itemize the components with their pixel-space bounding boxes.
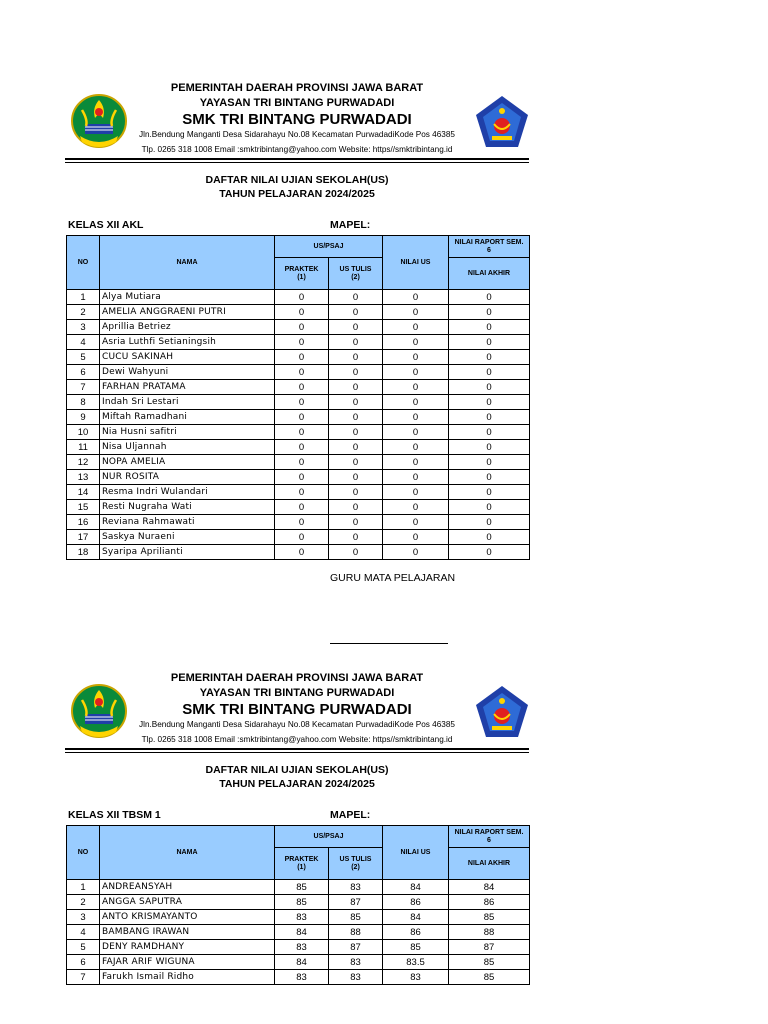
cell-nilai-us: 0 xyxy=(383,485,449,500)
cell-no: 15 xyxy=(67,500,100,515)
table-row xyxy=(67,305,530,320)
cell-nilai-us: 86 xyxy=(383,895,449,910)
cell-praktek: 0 xyxy=(275,365,329,380)
cell-nilai-us: 0 xyxy=(383,455,449,470)
table-row xyxy=(67,425,530,440)
cell-nama: Asria Luthfi Setianingsih xyxy=(100,335,275,350)
cell-nilai-akhir: 0 xyxy=(449,440,530,455)
praktek-label: PRAKTEK xyxy=(284,265,319,273)
cell-nilai-akhir: 0 xyxy=(449,335,530,350)
cell-nama: FAJAR ARIF WIGUNA xyxy=(100,955,275,970)
cell-nilai-us: 0 xyxy=(383,425,449,440)
cell-nilai-akhir: 0 xyxy=(449,365,530,380)
cell-us-tulis: 0 xyxy=(329,545,383,560)
us-tulis-num: (2) xyxy=(351,863,360,871)
us-tulis-label: US TULIS xyxy=(339,265,372,273)
cell-nama: NUR ROSITA xyxy=(100,470,275,485)
cell-no: 6 xyxy=(67,365,100,380)
grade-sheet-tbsm xyxy=(66,668,528,985)
cell-praktek: 0 xyxy=(275,320,329,335)
class-info xyxy=(66,219,528,233)
header-rule-thick xyxy=(65,748,529,750)
cell-nilai-akhir: 0 xyxy=(449,350,530,365)
cell-nilai-akhir: 0 xyxy=(449,395,530,410)
cell-nama: ANDREANSYAH xyxy=(100,880,275,895)
cell-nama: Farukh Ismail Ridho xyxy=(100,970,275,985)
cell-no: 7 xyxy=(67,380,100,395)
cell-nilai-us: 86 xyxy=(383,925,449,940)
cell-nilai-akhir: 0 xyxy=(449,290,530,305)
cell-us-tulis: 0 xyxy=(329,365,383,380)
cell-us-tulis: 0 xyxy=(329,395,383,410)
class-label: KELAS XII AKL xyxy=(68,219,144,231)
cell-nama: Reviana Rahmawati xyxy=(100,515,275,530)
academic-year: TAHUN PELAJARAN 2024/2025 xyxy=(219,778,375,790)
table-row xyxy=(67,500,530,515)
cell-us-tulis: 0 xyxy=(329,305,383,320)
cell-praktek: 0 xyxy=(275,335,329,350)
col-nilai-us: NILAI US xyxy=(383,826,449,880)
cell-nilai-akhir: 0 xyxy=(449,470,530,485)
cell-praktek: 0 xyxy=(275,485,329,500)
col-us-psaj: US/PSAJ xyxy=(275,826,383,848)
cell-nama: Syaripa Aprilianti xyxy=(100,545,275,560)
table-row xyxy=(67,410,530,425)
cell-nama: Resma Indri Wulandari xyxy=(100,485,275,500)
table-row xyxy=(67,320,530,335)
table-row xyxy=(67,895,530,910)
col-nama: NAMA xyxy=(100,236,275,290)
cell-nilai-us: 83 xyxy=(383,970,449,985)
cell-nilai-akhir: 0 xyxy=(449,455,530,470)
cell-nilai-akhir: 0 xyxy=(449,380,530,395)
col-no: NO xyxy=(67,826,100,880)
subject-label: MAPEL: xyxy=(330,219,371,231)
school-logo-icon xyxy=(474,94,530,150)
cell-nilai-us: 0 xyxy=(383,380,449,395)
cell-nilai-akhir: 0 xyxy=(449,500,530,515)
cell-us-tulis: 0 xyxy=(329,290,383,305)
cell-us-tulis: 87 xyxy=(329,895,383,910)
table-row xyxy=(67,955,530,970)
cell-us-tulis: 0 xyxy=(329,455,383,470)
cell-us-tulis: 87 xyxy=(329,940,383,955)
cell-us-tulis: 0 xyxy=(329,380,383,395)
table-row xyxy=(67,515,530,530)
letterhead xyxy=(66,78,528,162)
cell-us-tulis: 0 xyxy=(329,470,383,485)
foundation-heading: YAYASAN TRI BINTANG PURWADADI xyxy=(199,687,395,699)
cell-us-tulis: 88 xyxy=(329,925,383,940)
cell-nama: Nia Husni safitri xyxy=(100,425,275,440)
cell-no: 2 xyxy=(67,895,100,910)
cell-nilai-us: 0 xyxy=(383,500,449,515)
table-row xyxy=(67,335,530,350)
cell-praktek: 0 xyxy=(275,410,329,425)
cell-nama: BAMBANG IRAWAN xyxy=(100,925,275,940)
school-address: Jln.Bendung Manganti Desa Sidarahayu No.08 Kecamatan PurwadadiKode Pos 46385 xyxy=(139,720,455,729)
cell-praktek: 0 xyxy=(275,515,329,530)
cell-nilai-us: 0 xyxy=(383,470,449,485)
cell-nilai-akhir: 85 xyxy=(449,970,530,985)
table-row xyxy=(67,530,530,545)
cell-nilai-akhir: 0 xyxy=(449,515,530,530)
cell-us-tulis: 0 xyxy=(329,320,383,335)
cell-us-tulis: 83 xyxy=(329,880,383,895)
cell-nilai-us: 0 xyxy=(383,530,449,545)
cell-nilai-akhir: 0 xyxy=(449,320,530,335)
col-no: NO xyxy=(67,236,100,290)
table-row xyxy=(67,925,530,940)
praktek-num: (1) xyxy=(297,863,306,871)
cell-no: 9 xyxy=(67,410,100,425)
letterhead xyxy=(66,668,528,752)
class-label: KELAS XII TBSM 1 xyxy=(68,809,161,821)
cell-praktek: 0 xyxy=(275,455,329,470)
grades-body xyxy=(67,880,530,985)
cell-no: 13 xyxy=(67,470,100,485)
school-contact: Tlp. 0265 318 1008 Email :smktribintang@yahoo.com Website: https//smktribintang.id xyxy=(141,145,453,154)
signature-line xyxy=(330,643,448,644)
cell-praktek: 0 xyxy=(275,305,329,320)
cell-no: 1 xyxy=(67,880,100,895)
header-rule-thin xyxy=(65,162,529,163)
cell-nilai-us: 0 xyxy=(383,545,449,560)
header-rule-thick xyxy=(65,158,529,160)
raport-label: NILAI RAPORT SEM. xyxy=(454,828,524,836)
cell-nilai-akhir: 0 xyxy=(449,545,530,560)
cell-nilai-us: 0 xyxy=(383,290,449,305)
school-address: Jln.Bendung Manganti Desa Sidarahayu No.08 Kecamatan PurwadadiKode Pos 46385 xyxy=(139,130,455,139)
table-row xyxy=(67,395,530,410)
praktek-label: PRAKTEK xyxy=(284,855,319,863)
cell-nilai-us: 0 xyxy=(383,440,449,455)
cell-us-tulis: 0 xyxy=(329,350,383,365)
cell-nilai-akhir: 0 xyxy=(449,530,530,545)
cell-nilai-us: 83.5 xyxy=(383,955,449,970)
cell-us-tulis: 83 xyxy=(329,970,383,985)
col-nilai-akhir: NILAI AKHIR xyxy=(449,258,530,290)
cell-nilai-akhir: 0 xyxy=(449,305,530,320)
cell-praktek: 85 xyxy=(275,895,329,910)
class-info xyxy=(66,809,528,823)
col-nilai-raport xyxy=(449,826,530,848)
cell-us-tulis: 0 xyxy=(329,530,383,545)
cell-nama: Miftah Ramadhani xyxy=(100,410,275,425)
cell-praktek: 0 xyxy=(275,380,329,395)
cell-us-tulis: 0 xyxy=(329,335,383,350)
cell-us-tulis: 0 xyxy=(329,440,383,455)
cell-no: 3 xyxy=(67,320,100,335)
col-nilai-us: NILAI US xyxy=(383,236,449,290)
gov-heading: PEMERINTAH DAERAH PROVINSI JAWA BARAT xyxy=(170,82,424,94)
cell-no: 18 xyxy=(67,545,100,560)
cell-praktek: 0 xyxy=(275,500,329,515)
cell-nama: ANTO KRISMAYANTO xyxy=(100,910,275,925)
cell-praktek: 84 xyxy=(275,925,329,940)
table-row xyxy=(67,485,530,500)
cell-nama: Indah Sri Lestari xyxy=(100,395,275,410)
cell-us-tulis: 0 xyxy=(329,485,383,500)
cell-nilai-akhir: 0 xyxy=(449,410,530,425)
teacher-label: GURU MATA PELAJARAN xyxy=(330,572,456,584)
cell-nilai-akhir: 85 xyxy=(449,910,530,925)
us-tulis-label: US TULIS xyxy=(339,855,372,863)
cell-no: 4 xyxy=(67,335,100,350)
col-praktek xyxy=(275,848,329,880)
gov-heading: PEMERINTAH DAERAH PROVINSI JAWA BARAT xyxy=(170,672,424,684)
cell-us-tulis: 0 xyxy=(329,515,383,530)
table-row xyxy=(67,365,530,380)
cell-nilai-us: 84 xyxy=(383,910,449,925)
grades-body xyxy=(67,290,530,560)
table-row xyxy=(67,970,530,985)
cell-praktek: 0 xyxy=(275,425,329,440)
cell-nilai-us: 0 xyxy=(383,395,449,410)
cell-no: 1 xyxy=(67,290,100,305)
document-title: DAFTAR NILAI UJIAN SEKOLAH(US) xyxy=(205,174,389,186)
header-rule-thin xyxy=(65,752,529,753)
cell-nilai-akhir: 84 xyxy=(449,880,530,895)
document-title: DAFTAR NILAI UJIAN SEKOLAH(US) xyxy=(205,764,389,776)
cell-praktek: 0 xyxy=(275,440,329,455)
col-nama: NAMA xyxy=(100,826,275,880)
cell-no: 10 xyxy=(67,425,100,440)
cell-nama: Alya Mutiara xyxy=(100,290,275,305)
cell-us-tulis: 0 xyxy=(329,425,383,440)
cell-praktek: 83 xyxy=(275,970,329,985)
cell-nilai-akhir: 86 xyxy=(449,895,530,910)
cell-nama: FARHAN PRATAMA xyxy=(100,380,275,395)
school-name: SMK TRI BINTANG PURWADADI xyxy=(182,701,412,718)
cell-us-tulis: 85 xyxy=(329,910,383,925)
cell-nilai-us: 84 xyxy=(383,880,449,895)
cell-nilai-akhir: 0 xyxy=(449,425,530,440)
table-row xyxy=(67,880,530,895)
cell-no: 4 xyxy=(67,925,100,940)
cell-nilai-us: 0 xyxy=(383,320,449,335)
table-row xyxy=(67,290,530,305)
cell-nama: Aprillia Betriez xyxy=(100,320,275,335)
cell-no: 2 xyxy=(67,305,100,320)
table-row xyxy=(67,545,530,560)
us-tulis-num: (2) xyxy=(351,273,360,281)
col-us-tulis xyxy=(329,848,383,880)
cell-no: 5 xyxy=(67,350,100,365)
cell-no: 7 xyxy=(67,970,100,985)
cell-no: 3 xyxy=(67,910,100,925)
table-row xyxy=(67,455,530,470)
table-row xyxy=(67,470,530,485)
cell-nama: AMELIA ANGGRAENI PUTRI xyxy=(100,305,275,320)
cell-no: 14 xyxy=(67,485,100,500)
school-contact: Tlp. 0265 318 1008 Email :smktribintang@yahoo.com Website: https//smktribintang.id xyxy=(141,735,453,744)
cell-no: 11 xyxy=(67,440,100,455)
cell-no: 6 xyxy=(67,955,100,970)
cell-nilai-us: 0 xyxy=(383,410,449,425)
cell-nama: Resti Nugraha Wati xyxy=(100,500,275,515)
cell-no: 17 xyxy=(67,530,100,545)
cell-nama: ANGGA SAPUTRA xyxy=(100,895,275,910)
cell-praktek: 83 xyxy=(275,910,329,925)
cell-no: 5 xyxy=(67,940,100,955)
cell-no: 16 xyxy=(67,515,100,530)
cell-praktek: 0 xyxy=(275,530,329,545)
col-us-tulis xyxy=(329,258,383,290)
cell-nilai-akhir: 87 xyxy=(449,940,530,955)
cell-praktek: 84 xyxy=(275,955,329,970)
praktek-num: (1) xyxy=(297,273,306,281)
foundation-heading: YAYASAN TRI BINTANG PURWADADI xyxy=(199,97,395,109)
cell-nama: CUCU SAKINAH xyxy=(100,350,275,365)
cell-praktek: 0 xyxy=(275,395,329,410)
table-row xyxy=(67,380,530,395)
grade-sheet-akl xyxy=(66,78,528,584)
cell-nama: DENY RAMDHANY xyxy=(100,940,275,955)
cell-nilai-us: 85 xyxy=(383,940,449,955)
cell-praktek: 0 xyxy=(275,470,329,485)
cell-nama: Dewi Wahyuni xyxy=(100,365,275,380)
cell-us-tulis: 0 xyxy=(329,500,383,515)
grades-table xyxy=(66,825,530,985)
school-logo-icon xyxy=(474,684,530,740)
raport-label: NILAI RAPORT SEM. xyxy=(454,238,524,246)
cell-nilai-akhir: 0 xyxy=(449,485,530,500)
col-praktek xyxy=(275,258,329,290)
table-row xyxy=(67,910,530,925)
cell-praktek: 0 xyxy=(275,545,329,560)
cell-us-tulis: 83 xyxy=(329,955,383,970)
raport-semester: 6 xyxy=(487,836,491,844)
table-row xyxy=(67,440,530,455)
cell-praktek: 85 xyxy=(275,880,329,895)
table-row xyxy=(67,940,530,955)
cell-nilai-akhir: 85 xyxy=(449,955,530,970)
cell-nilai-us: 0 xyxy=(383,515,449,530)
school-name: SMK TRI BINTANG PURWADADI xyxy=(182,111,412,128)
cell-nilai-us: 0 xyxy=(383,365,449,380)
academic-year: TAHUN PELAJARAN 2024/2025 xyxy=(219,188,375,200)
raport-semester: 6 xyxy=(487,246,491,254)
cell-nilai-us: 0 xyxy=(383,305,449,320)
cell-praktek: 0 xyxy=(275,290,329,305)
cell-nama: NOPA AMELIA xyxy=(100,455,275,470)
col-nilai-raport xyxy=(449,236,530,258)
cell-nilai-us: 0 xyxy=(383,335,449,350)
grades-table xyxy=(66,235,530,560)
cell-praktek: 0 xyxy=(275,350,329,365)
subject-label: MAPEL: xyxy=(330,809,371,821)
cell-no: 12 xyxy=(67,455,100,470)
col-nilai-akhir: NILAI AKHIR xyxy=(449,848,530,880)
cell-nama: Saskya Nuraeni xyxy=(100,530,275,545)
cell-nama: Nisa Uljannah xyxy=(100,440,275,455)
cell-no: 8 xyxy=(67,395,100,410)
cell-nilai-akhir: 88 xyxy=(449,925,530,940)
cell-praktek: 83 xyxy=(275,940,329,955)
cell-nilai-us: 0 xyxy=(383,350,449,365)
cell-us-tulis: 0 xyxy=(329,410,383,425)
col-us-psaj: US/PSAJ xyxy=(275,236,383,258)
table-row xyxy=(67,350,530,365)
